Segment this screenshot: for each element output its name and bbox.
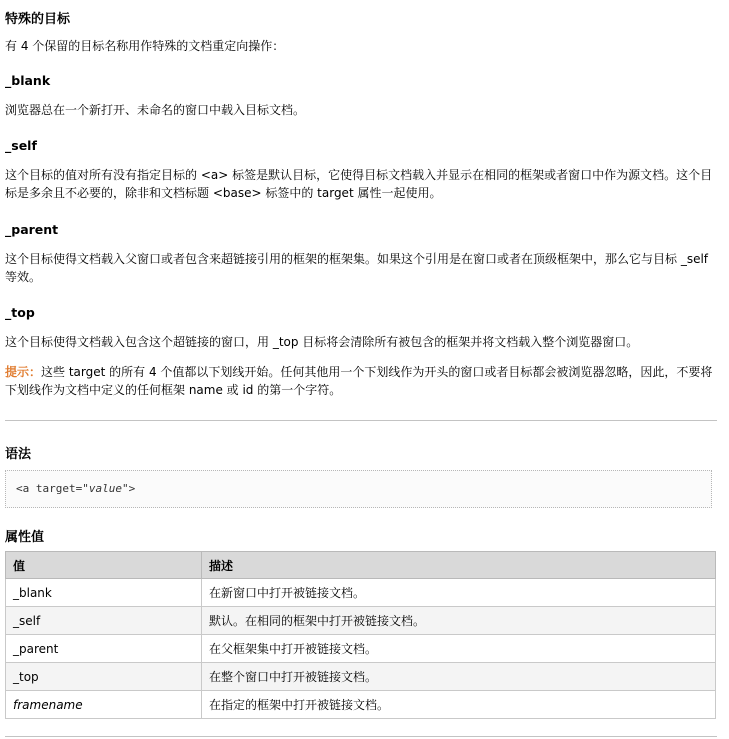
table-cell-description: 在整个窗口中打开被链接文档。 (202, 663, 716, 691)
column-header-description: 描述 (202, 552, 716, 579)
syntax-code: <a target="value"> (16, 482, 136, 495)
table-row (6, 607, 716, 635)
target-self-desc-line2: 标是多余且不必要的，除非和文档标题 <base> 标签中的 target 属性一起使用。 (5, 186, 442, 200)
target-parent-desc-line1: 这个目标使得文档载入父窗口或者包含来超链接引用的框架的框架集。如果这个引用是在窗口或者在顶级框架中，那么它与目标 _self (5, 252, 709, 266)
target-top-heading: _top (5, 305, 35, 320)
table-cell-value: _parent (6, 635, 202, 663)
target-self-desc-line1: 这个目标的值对所有没有指定目标的 <a> 标签是默认目标，它使得目标文档载入并显示在相同的框架或者窗口中作为源文档。这个目 (5, 168, 713, 182)
table-cell-value: framename (6, 691, 202, 719)
table-row (6, 635, 716, 663)
syntax-code-value: value (88, 482, 122, 495)
syntax-code-block (5, 470, 712, 508)
column-header-value: 值 (6, 552, 202, 579)
table-cell-description: 在指定的框架中打开被链接文档。 (202, 691, 716, 719)
target-top-desc: 这个目标使得文档载入包含这个超链接的窗口，用 _top 目标将会清除所有被包含的框架并将文档载入整个浏览器窗口。 (5, 335, 639, 349)
table-cell-description: 默认。在相同的框架中打开被链接文档。 (202, 607, 716, 635)
target-blank-desc: 浏览器总在一个新打开、未命名的窗口中载入目标文档。 (5, 103, 306, 117)
table-row (6, 579, 716, 607)
table-cell-value: _self (6, 607, 202, 635)
table-cell-value: _blank (6, 579, 202, 607)
intro-text: 有 4 个保留的目标名称用作特殊的文档重定向操作： (5, 39, 285, 53)
target-parent-desc-line2: 等效。 (5, 270, 42, 284)
attributes-heading: 属性值 (5, 530, 45, 545)
syntax-heading: 语法 (5, 447, 32, 462)
tip-label: 提示： (5, 365, 42, 379)
attribute-values-table (5, 551, 716, 719)
target-blank-heading: _blank (5, 73, 51, 88)
target-self-heading: _self (5, 138, 37, 153)
bottom-divider (5, 736, 717, 737)
table-header-row (6, 552, 716, 579)
target-parent-heading: _parent (5, 222, 59, 237)
table-row (6, 691, 716, 719)
tip-text: 这些 target 的所有 4 个值都以下划线开始。任何其他用一个下划线作为开头的窗口或者目标都会被浏览器忽略，因此，不要将 (41, 365, 713, 379)
tip-line1 (5, 363, 717, 381)
divider (5, 420, 717, 421)
table-row (6, 663, 716, 691)
table-cell-description: 在新窗口中打开被链接文档。 (202, 579, 716, 607)
table-cell-value: _top (6, 663, 202, 691)
section-heading-special-targets: 特殊的目标 (5, 12, 71, 27)
tip-line2: 下划线作为文档中定义的任何框架 name 或 id 的第一个字符。 (5, 383, 342, 397)
table-cell-description: 在父框架集中打开被链接文档。 (202, 635, 716, 663)
